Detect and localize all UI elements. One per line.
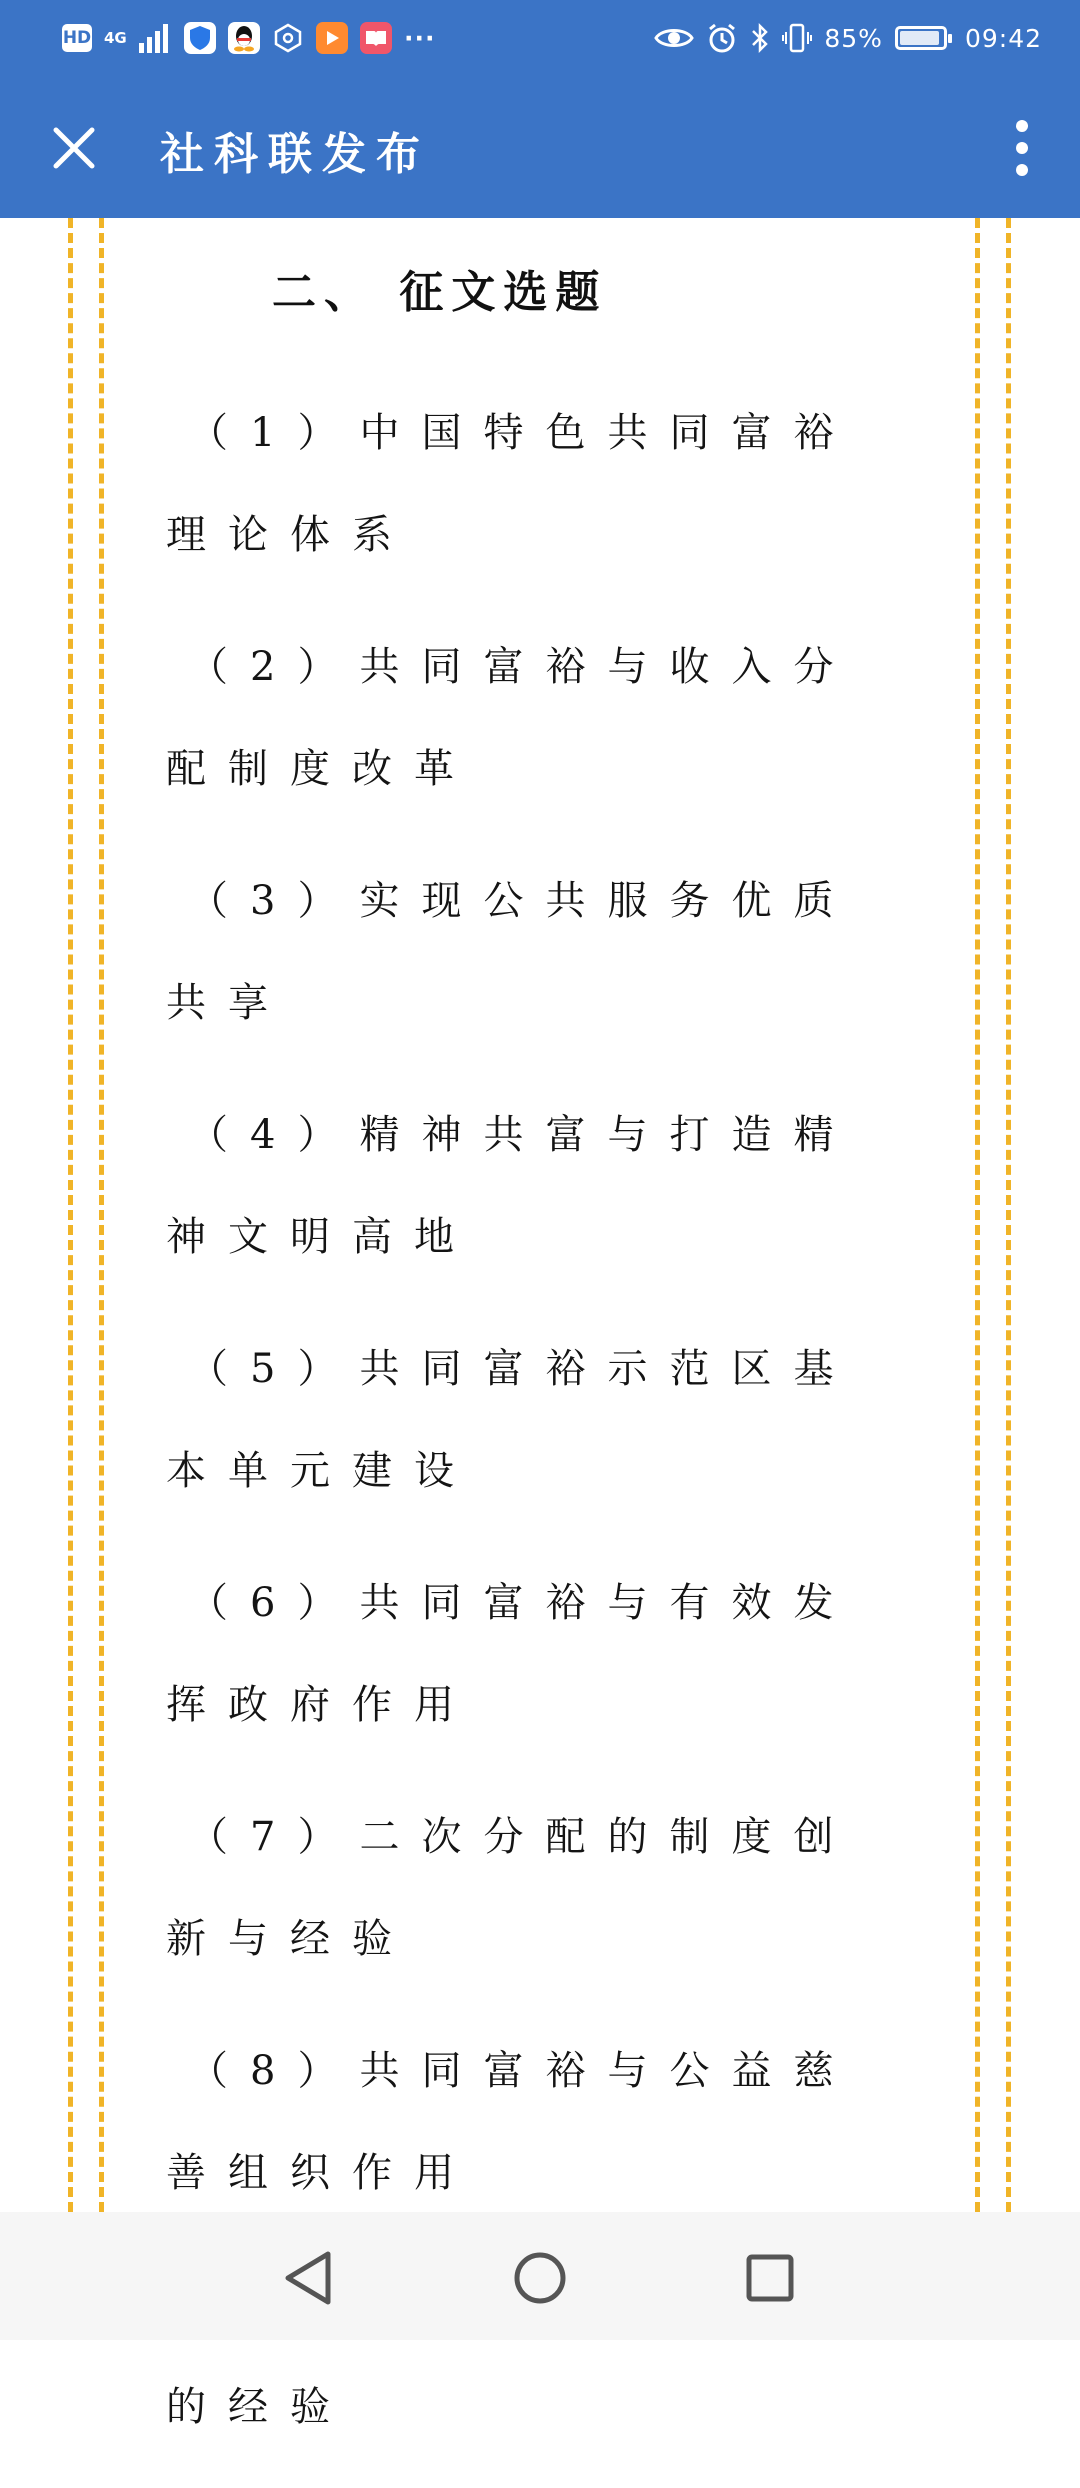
shield-icon <box>184 22 216 54</box>
more-notifications: ··· <box>404 23 436 53</box>
topic-item: 的经验 <box>166 2384 352 2430</box>
article-body <box>166 238 916 2488</box>
border-dash-outer-left <box>68 218 73 2212</box>
section-heading: 二、 征文选题 <box>272 267 608 318</box>
bluetooth-icon <box>750 22 770 54</box>
qq-icon <box>228 22 260 54</box>
system-navigation-bar <box>0 2212 1080 2340</box>
signal-icon <box>138 23 172 53</box>
reader-app-icon <box>360 22 392 54</box>
more-options-button[interactable] <box>992 112 1052 184</box>
home-circle-icon <box>512 2250 568 2306</box>
network-type: 4G <box>104 29 127 47</box>
top-bar <box>0 0 1080 218</box>
more-vert-icon-dot-3 <box>1016 164 1028 176</box>
back-button[interactable] <box>272 2242 344 2314</box>
clock: 09:42 <box>964 23 1042 53</box>
topic-item: （3）实现公共服务优质共享 <box>166 878 856 1026</box>
eye-icon <box>654 24 694 52</box>
battery-icon <box>895 26 947 50</box>
border-dash-outer-right <box>1006 218 1011 2212</box>
status-bar-left <box>62 18 436 58</box>
topic-item: （4）精神共富与打造精神文明高地 <box>166 1112 856 1260</box>
close-button[interactable] <box>40 114 108 182</box>
topic-list <box>166 382 916 2458</box>
topic-item: （5）共同富裕示范区基本单元建设 <box>166 1346 856 1494</box>
topic-item: （6）共同富裕与有效发挥政府作用 <box>166 1580 856 1728</box>
topic-item: （2）共同富裕与收入分配制度改革 <box>166 644 856 792</box>
vibrate-icon <box>782 22 812 54</box>
alarm-icon <box>706 22 738 54</box>
border-dash-inner-right <box>975 218 980 2212</box>
app-bar <box>0 78 1080 218</box>
more-vert-icon-dot-2 <box>1016 142 1028 154</box>
status-bar <box>0 0 1080 78</box>
settings-hex-icon <box>272 22 304 54</box>
page-title: 社科联发布 <box>160 129 430 180</box>
video-app-icon <box>316 22 348 54</box>
back-triangle-icon <box>282 2250 334 2306</box>
recents-button[interactable] <box>734 2242 806 2314</box>
battery-level-fill <box>900 31 939 45</box>
article-content[interactable] <box>0 218 1080 2430</box>
close-icon <box>50 124 98 172</box>
border-dash-inner-left <box>99 218 104 2212</box>
status-bar-right <box>654 18 1042 58</box>
hd-badge: HD <box>62 24 92 52</box>
topic-item: （1）中国特色共同富裕理论体系 <box>166 410 856 558</box>
topic-item: （8）共同富裕与公益慈善组织作用 <box>166 2048 856 2196</box>
battery-percent: 85% <box>824 23 883 53</box>
topic-item: （7）二次分配的制度创新与经验 <box>166 1814 856 1962</box>
home-button[interactable] <box>504 2242 576 2314</box>
recents-square-icon <box>744 2252 796 2304</box>
more-vert-icon-dot-1 <box>1016 120 1028 132</box>
